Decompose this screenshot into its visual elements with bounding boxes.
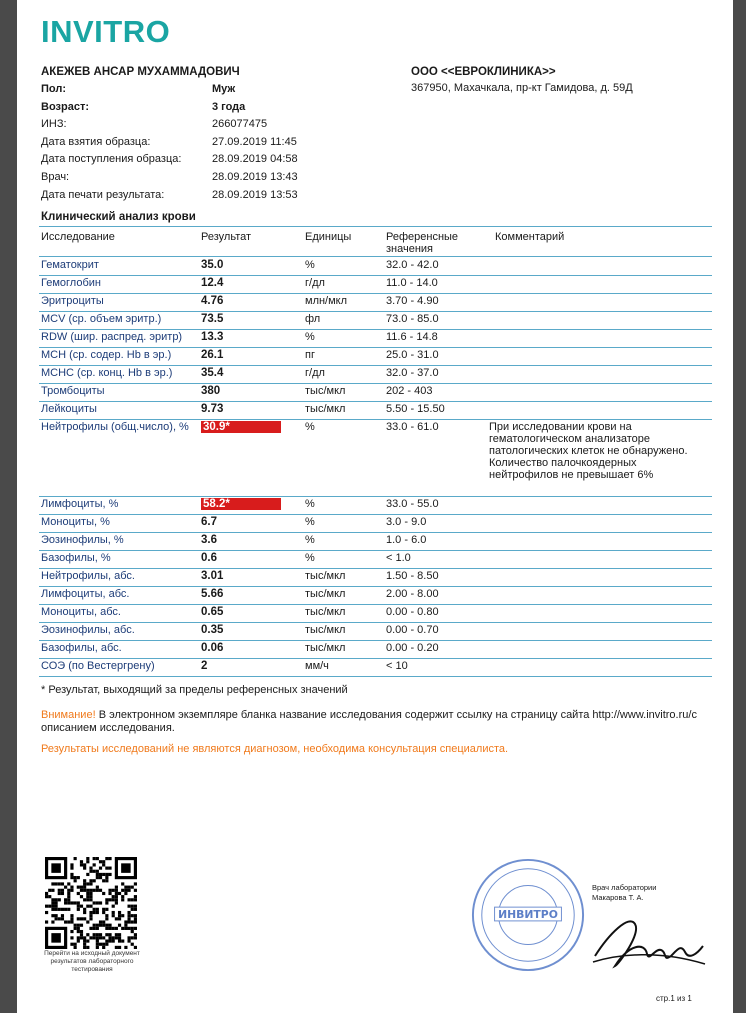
test-result: 30.9* [201, 421, 281, 433]
field-label: Дата печати результата: [41, 188, 165, 201]
lab-stamp [469, 856, 587, 974]
test-units: % [305, 498, 315, 510]
test-reference: 1.50 - 8.50 [386, 570, 439, 582]
test-name[interactable]: Лимфоциты, абс. [41, 588, 130, 600]
test-reference: 11.0 - 14.0 [386, 277, 438, 289]
test-units: % [305, 331, 315, 343]
row-divider [39, 568, 712, 569]
test-name[interactable]: Базофилы, абс. [41, 642, 122, 654]
test-name[interactable]: Эозинофилы, % [41, 534, 124, 546]
field-label: Дата взятия образца: [41, 135, 151, 148]
row-divider [39, 293, 712, 294]
row-divider [39, 383, 712, 384]
test-reference: < 10 [386, 660, 408, 672]
test-units: тыс/мкл [305, 606, 346, 618]
row-divider [39, 275, 712, 276]
test-name[interactable]: Тромбоциты [41, 385, 105, 397]
test-name[interactable]: Лейкоциты [41, 403, 97, 415]
test-units: фл [305, 313, 321, 325]
row-divider [39, 496, 712, 497]
notice-text: В электронном экземпляре бланка название исследования содержит ссылку на страницу сайта http://www.invitro.ru/с описанием исследования. [41, 709, 697, 734]
stamp-text: ИНВИТРО [498, 907, 558, 921]
header-reference: Референсные значения [386, 231, 459, 255]
test-units: г/дл [305, 367, 325, 379]
doctor-role: Врач лаборатории [592, 883, 657, 892]
test-result: 0.35 [201, 624, 224, 636]
test-reference: 202 - 403 [386, 385, 433, 397]
footnote: * Результат, выходящий за пределы референсных значений [41, 684, 348, 696]
table-top-line [39, 226, 712, 227]
row-divider [39, 622, 712, 623]
clinic-address: 367950, Махачкала, пр-кт Гамидова, д. 59Д [411, 82, 633, 94]
test-name[interactable]: Гематокрит [41, 259, 99, 271]
test-units: % [305, 421, 315, 433]
row-divider [39, 604, 712, 605]
test-name[interactable]: MCV (ср. объем эритр.) [41, 313, 162, 325]
test-name[interactable]: Нейтрофилы (общ.число), % [41, 421, 189, 433]
row-divider [39, 640, 712, 641]
test-reference: 0.00 - 0.70 [386, 624, 439, 636]
warning-label: Внимание! [41, 709, 96, 721]
test-name[interactable]: СОЭ (по Вестергрену) [41, 660, 155, 672]
test-units: % [305, 534, 315, 546]
test-reference: 3.70 - 4.90 [386, 295, 439, 307]
test-units: тыс/мкл [305, 570, 346, 582]
header-result: Результат [201, 231, 252, 243]
test-reference: 32.0 - 42.0 [386, 259, 439, 271]
signature [589, 904, 709, 978]
test-name[interactable]: Эозинофилы, абс. [41, 624, 135, 636]
field-value: 28.09.2019 13:53 [212, 188, 298, 201]
test-name[interactable]: Гемоглобин [41, 277, 101, 289]
row-divider [39, 550, 712, 551]
test-result: 0.6 [201, 552, 217, 564]
row-divider [39, 586, 712, 587]
test-reference: 0.00 - 0.20 [386, 642, 439, 654]
field-value: 27.09.2019 11:45 [212, 135, 297, 148]
field-value: 266077475 [212, 118, 268, 131]
field-label: Врач: [41, 171, 70, 183]
clinic-name: ООО <<ЕВРОКЛИНИКА>> [411, 66, 556, 78]
row-divider [39, 329, 712, 330]
header-line [39, 256, 712, 257]
row-divider [39, 514, 712, 515]
test-name[interactable]: Базофилы, % [41, 552, 111, 564]
page-number: стр.1 из 1 [656, 994, 692, 1003]
test-name[interactable]: Моноциты, абс. [41, 606, 121, 618]
test-units: % [305, 259, 315, 271]
doctor-name: Макарова Т. А. [592, 893, 644, 902]
test-reference: 3.0 - 9.0 [386, 516, 427, 528]
test-units: мм/ч [305, 660, 329, 672]
disclaimer: Результаты исследований не являются диагнозом, необходима консультация специалиста. [41, 743, 509, 755]
row-divider [39, 347, 712, 348]
test-reference: 1.0 - 6.0 [386, 534, 427, 546]
doctor-block [592, 883, 656, 903]
test-result: 5.66 [201, 588, 224, 600]
test-result: 0.06 [201, 642, 224, 654]
test-result: 4.76 [201, 295, 224, 307]
row-divider [39, 419, 712, 420]
row-divider [39, 365, 712, 366]
field-value: 3 года [212, 100, 246, 113]
test-result: 9.73 [201, 403, 224, 415]
test-result: 3.01 [201, 570, 224, 582]
test-reference: 33.0 - 55.0 [386, 498, 439, 510]
field-label: Возраст: [41, 100, 89, 113]
test-reference: 33.0 - 61.0 [386, 421, 439, 433]
test-comment: При исследовании крови на гематологическом анализаторе патологических клеток не обнаружено. Количество палочкоядерных нейтрофилов не превышает 6% [489, 421, 688, 481]
row-divider [39, 401, 712, 402]
row-divider [39, 658, 712, 659]
test-units: тыс/мкл [305, 624, 346, 636]
test-result: 13.3 [201, 331, 224, 343]
patient-name: АКЕЖЕВ АНСАР МУХАММАДОВИЧ [41, 66, 240, 78]
row-divider [39, 532, 712, 533]
test-result: 0.65 [201, 606, 224, 618]
field-value: 28.09.2019 13:43 [212, 171, 298, 183]
report-page [17, 0, 733, 1013]
test-name[interactable]: MCHC (ср. конц. Hb в эр.) [41, 367, 173, 379]
test-result: 58.2* [201, 498, 281, 510]
test-units: пг [305, 349, 315, 361]
test-name[interactable]: Нейтрофилы, абс. [41, 570, 135, 582]
header-test: Исследование [41, 231, 115, 243]
test-name[interactable]: Моноциты, % [41, 516, 110, 528]
test-units: % [305, 552, 315, 564]
test-reference: < 1.0 [386, 552, 411, 564]
test-reference: 11.6 - 14.8 [386, 331, 438, 343]
test-reference: 2.00 - 8.00 [386, 588, 439, 600]
header-units: Единицы [305, 231, 352, 243]
test-name[interactable]: Лимфоциты, % [41, 498, 119, 510]
field-label: Пол: [41, 83, 67, 95]
test-result: 35.0 [201, 259, 224, 271]
test-units: тыс/мкл [305, 385, 346, 397]
qr-code[interactable] [45, 857, 137, 949]
test-reference: 0.00 - 0.80 [386, 606, 439, 618]
test-units: тыс/мкл [305, 642, 346, 654]
test-result: 12.4 [201, 277, 224, 289]
test-name[interactable]: MCH (ср. содер. Hb в эр.) [41, 349, 172, 361]
test-result: 73.5 [201, 313, 224, 325]
field-value: 28.09.2019 04:58 [212, 153, 298, 166]
test-reference: 73.0 - 85.0 [386, 313, 439, 325]
test-result: 35.4 [201, 367, 224, 379]
qr-caption: Перейти на исходный документ результатов лабораторного тестирования [44, 950, 140, 973]
test-result: 26.1 [201, 349, 224, 361]
section-title: Клинический анализ крови [41, 211, 196, 223]
test-result: 2 [201, 660, 208, 672]
test-result: 3.6 [201, 534, 217, 546]
test-reference: 32.0 - 37.0 [386, 367, 439, 379]
test-reference: 5.50 - 15.50 [386, 403, 445, 415]
field-label: ИНЗ: [41, 118, 67, 131]
test-name[interactable]: Эритроциты [41, 295, 104, 307]
row-divider [39, 676, 712, 677]
invitro-logo: INVITRO [41, 14, 171, 49]
test-units: млн/мкл [305, 295, 348, 307]
test-result: 6.7 [201, 516, 217, 528]
test-units: тыс/мкл [305, 588, 346, 600]
test-name[interactable]: RDW (шир. распред. эритр) [41, 331, 183, 343]
test-units: тыс/мкл [305, 403, 346, 415]
test-reference: 25.0 - 31.0 [386, 349, 439, 361]
notice [41, 709, 701, 735]
field-label: Дата поступления образца: [41, 153, 182, 166]
header-comment: Комментарий [495, 231, 565, 243]
field-value: Муж [212, 83, 236, 95]
test-units: % [305, 516, 315, 528]
test-result: 380 [201, 385, 221, 397]
test-units: г/дл [305, 277, 325, 289]
row-divider [39, 311, 712, 312]
